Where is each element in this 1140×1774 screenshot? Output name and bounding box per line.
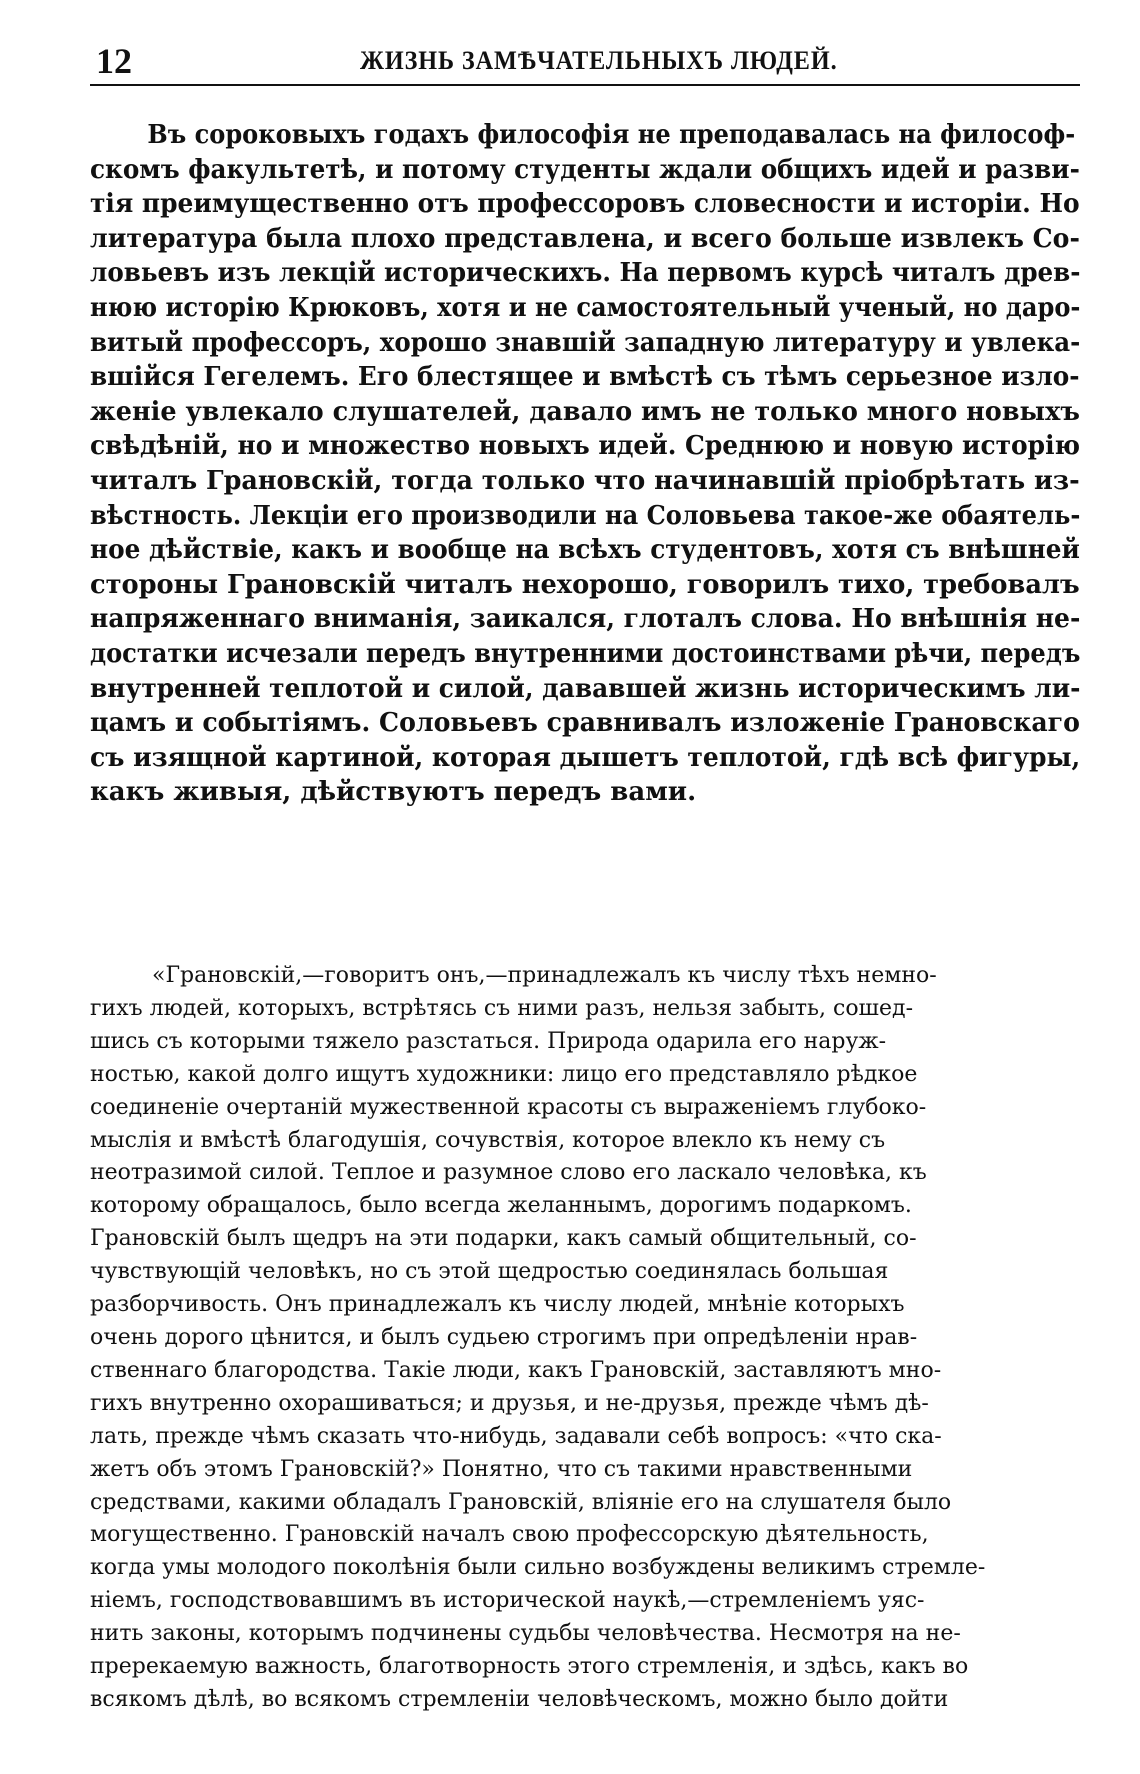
text-line: соединеніе очертаній мужественной красоты съ выраженіемъ глубоко- — [90, 1094, 927, 1120]
text-line: читалъ Грановскій, тогда только что начинавшій пріобрѣтать из- — [90, 465, 1080, 496]
text-line: могущественно. Грановскій началъ свою профессорскую дѣятельность, — [90, 1522, 929, 1548]
text-line: напряженнаго вниманія, заикался, глоталъ слова. Но внѣшнія не- — [90, 604, 1081, 635]
text-line: разборчивость. Онъ принадлежалъ къ числу людей, мнѣніе которыхъ — [90, 1292, 905, 1318]
text-line: нюю исторію Крюковъ, хотя и не самостоятельный ученый, но даро- — [90, 292, 1081, 323]
text-line: свѣдѣній, но и множество новыхъ идей. Среднюю и новую исторію — [90, 431, 1081, 462]
running-title: ЖИЗНЬ ЗАМѢЧАТЕЛЬНЫХЪ ЛЮДЕЙ. — [360, 46, 838, 75]
text-line: тія преимущественно отъ профессоровъ словесности и исторіи. Но — [90, 189, 1080, 220]
text-line: ніемъ, господствовавшимъ въ исторической наукѣ,—стремленіемъ уяс- — [90, 1588, 925, 1614]
text-line: гихъ людей, которыхъ, встрѣтясь съ ними разъ, нельзя забыть, сошед- — [90, 995, 914, 1021]
text-line: ственнаго благородства. Такіе люди, какъ Грановскій, заставляютъ мно- — [90, 1357, 942, 1383]
text-line: литература была плохо представлена, и всего больше извлекъ Со- — [90, 223, 1080, 254]
text-line: которому обращалось, было всегда желаннымъ, дорогимъ подаркомъ. — [90, 1193, 912, 1219]
page-header — [90, 34, 1080, 86]
text-line: ное дѣйствіе, какъ и вообще на всѣхъ студентовъ, хотя съ внѣшней — [90, 535, 1080, 566]
text-line: шись съ которыми тяжело разстаться. Природа одарила его наруж- — [90, 1028, 887, 1054]
text-line: когда умы молодого поколѣнія были сильно возбуждены великимъ стремле- — [90, 1555, 986, 1581]
text-line: ностью, какой долго ищутъ художники: лицо его представляло рѣдкое — [90, 1061, 918, 1087]
text-line: лать, прежде чѣмъ сказать что-нибудь, задавали себѣ вопросъ: «что ска- — [90, 1423, 942, 1449]
text-line: пререкаемую важность, благотворность этого стремленія, и здѣсь, какъ во — [90, 1654, 969, 1680]
text-line: гихъ внутренно охорашиваться; и друзья, и не-друзья, прежде чѣмъ дѣ- — [90, 1390, 929, 1416]
text-line: цамъ и событіямъ. Соловьевъ сравнивалъ изложеніе Грановскаго — [90, 708, 1080, 739]
text-line: внутренней теплотой и силой, дававшей жизнь историческимъ ли- — [90, 673, 1081, 704]
text-line: Въ сороковыхъ годахъ философія не преподавалась на философ- — [147, 120, 1076, 150]
text-line: нить законы, которымъ подчинены судьбы человѣчества. Несмотря на не- — [90, 1621, 961, 1647]
text-line: вшійся Гегелемъ. Его блестящее и вмѣстѣ съ тѣмъ серьезное изло- — [90, 362, 1080, 393]
text-line: стороны Грановскій читалъ нехорошо, говорилъ тихо, требовалъ — [90, 569, 1080, 600]
text-line: какъ живыя, дѣйствуютъ передъ вами. — [90, 777, 697, 808]
text-line: женіе увлекало слушателей, давало имъ не только много новыхъ — [90, 396, 1080, 427]
text-line: всякомъ дѣлѣ, во всякомъ стремленіи человѣческомъ, можно было дойти — [90, 1686, 949, 1712]
text-line: витый профессоръ, хорошо знавшій западную литературу и увлека- — [90, 327, 1081, 358]
text-line: достатки исчезали передъ внутренними достоинствами рѣчи, передъ — [90, 638, 1081, 669]
main-paragraph — [90, 118, 1080, 810]
text-line: «Грановскій,—говоритъ онъ,—принадлежалъ къ числу тѣхъ немно- — [152, 963, 937, 988]
text-line: жетъ объ этомъ Грановскій?» Понятно, что съ такими нравственными — [90, 1456, 913, 1482]
text-line: съ изящной картиной, которая дышетъ теплотой, гдѣ всѣ фигуры, — [90, 742, 1081, 773]
text-line: средствами, какими обладалъ Грановскій, вліяніе его на слушателя было — [90, 1489, 952, 1515]
text-line: Грановскій былъ щедръ на эти подарки, какъ самый общительный, со- — [90, 1226, 917, 1252]
text-line: чувствующій человѣкъ, но съ этой щедростью соединялась большая — [90, 1259, 889, 1285]
quote-block — [90, 960, 1080, 1717]
text-line: вѣстность. Лекціи его производили на Соловьева такое-же обаятель- — [90, 500, 1081, 531]
page-number: 12 — [96, 41, 132, 81]
text-line: ловьевъ изъ лекцій историческихъ. На первомъ курсѣ читалъ древ- — [90, 258, 1081, 289]
text-line: мыслія и вмѣстѣ благодушія, сочувствія, которое влекло къ нему съ — [90, 1127, 886, 1153]
text-line: очень дорого цѣнится, и былъ судьею строгимъ при опредѣленіи нрав- — [90, 1324, 918, 1350]
text-line: неотразимой силой. Теплое и разумное слово его ласкало человѣка, къ — [90, 1160, 927, 1186]
text-line: скомъ факультетѣ, и потому студенты ждали общихъ идей и разви- — [90, 154, 1080, 185]
